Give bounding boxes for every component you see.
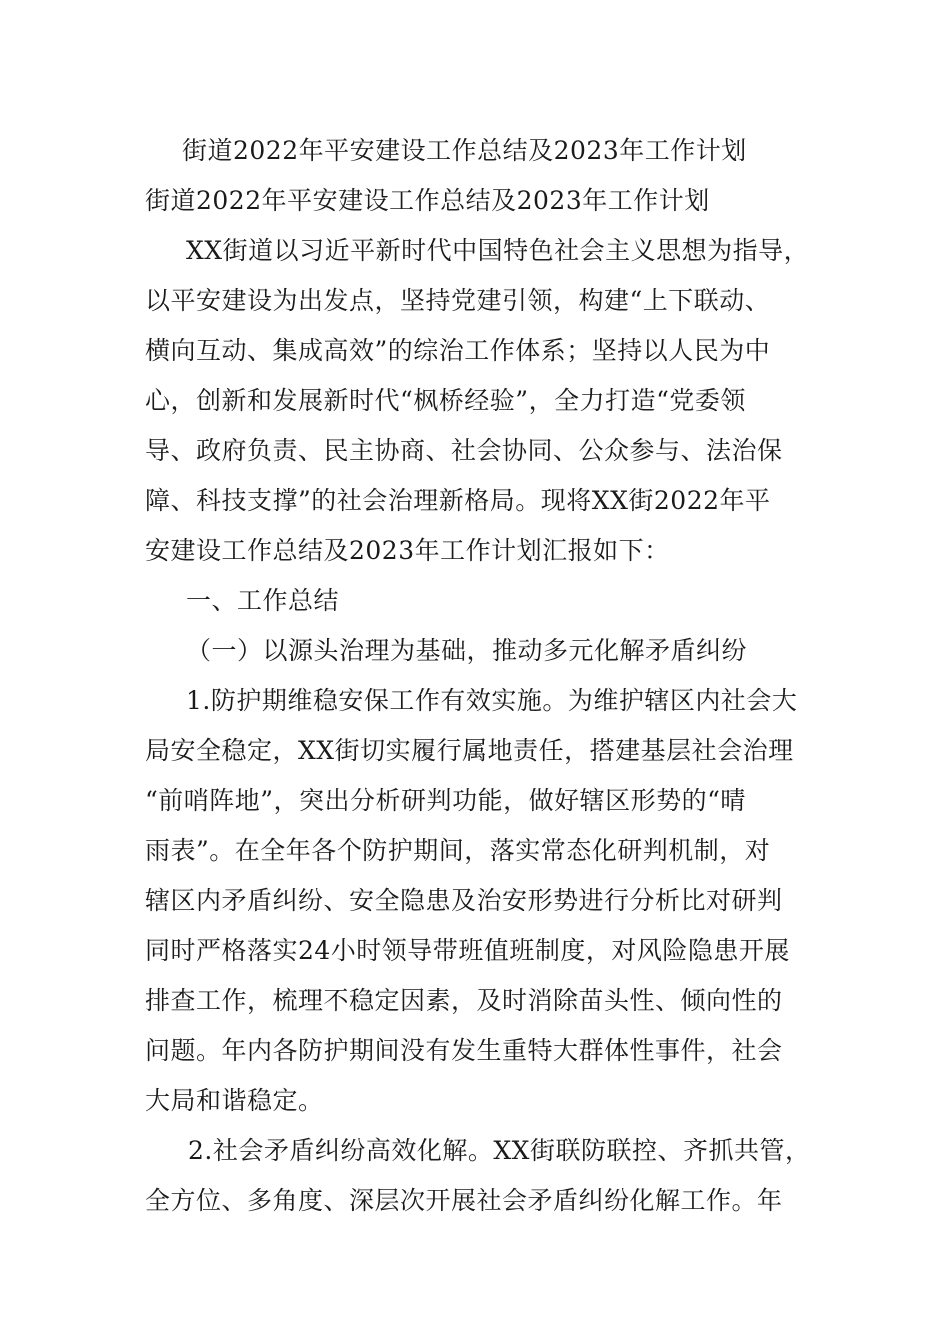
- paragraph-line: 全方位、多角度、深层次开展社会矛盾纠纷化解工作。年: [145, 1186, 783, 1215]
- paragraph-line: 排查工作，梳理不稳定因素，及时消除苗头性、倾向性的: [145, 986, 783, 1015]
- paragraph-line: 1.防护期维稳安保工作有效实施。为维护辖区内社会大: [186, 686, 798, 715]
- paragraph-line: 问题。年内各防护期间没有发生重特大群体性事件，社会: [145, 1036, 783, 1065]
- section-one-title: 一、工作总结: [186, 586, 340, 615]
- paragraph-line: 2.社会矛盾纠纷高效化解。XX街联防联控、齐抓共管，: [188, 1136, 811, 1165]
- subsection-one-title: （一）以源头治理为基础，推动多元化解矛盾纠纷: [186, 636, 748, 665]
- paragraph-line: 大局和谐稳定。: [145, 1086, 324, 1115]
- paragraph-line: 障、科技支撑”的社会治理新格局。现将XX街2022年平: [145, 486, 771, 515]
- paragraph-line: 心，创新和发展新时代“枫桥经验”，全力打造“党委领: [145, 386, 746, 415]
- paragraph-line: 导、政府负责、民主协商、社会协同、公众参与、法治保: [145, 436, 783, 465]
- document-subheading: 街道2022年平安建设工作总结及2023年工作计划: [145, 186, 710, 215]
- paragraph-line: 横向互动、集成高效”的综治工作体系；坚持以人民为中: [145, 336, 771, 365]
- document-heading: 街道2022年平安建设工作总结及2023年工作计划: [182, 136, 747, 165]
- paragraph-line: “前哨阵地”，突出分析研判功能，做好辖区形势的“晴: [145, 786, 746, 815]
- paragraph-line: 安建设工作总结及2023年工作计划汇报如下：: [145, 536, 670, 565]
- paragraph-line: 以平安建设为出发点，坚持党建引领，构建“上下联动、: [145, 286, 771, 315]
- paragraph-line: 局安全稳定，XX街切实履行属地责任，搭建基层社会治理: [145, 736, 794, 765]
- paragraph-line: 雨表”。在全年各个防护期间，落实常态化研判机制，对: [145, 836, 771, 865]
- paragraph-line: 辖区内矛盾纠纷、安全隐患及治安形势进行分析比对研判: [145, 886, 783, 915]
- paragraph-line: 同时严格落实24小时领导带班值班制度，对风险隐患开展: [145, 936, 790, 965]
- paragraph-line: XX街道以习近平新时代中国特色社会主义思想为指导，: [186, 236, 810, 265]
